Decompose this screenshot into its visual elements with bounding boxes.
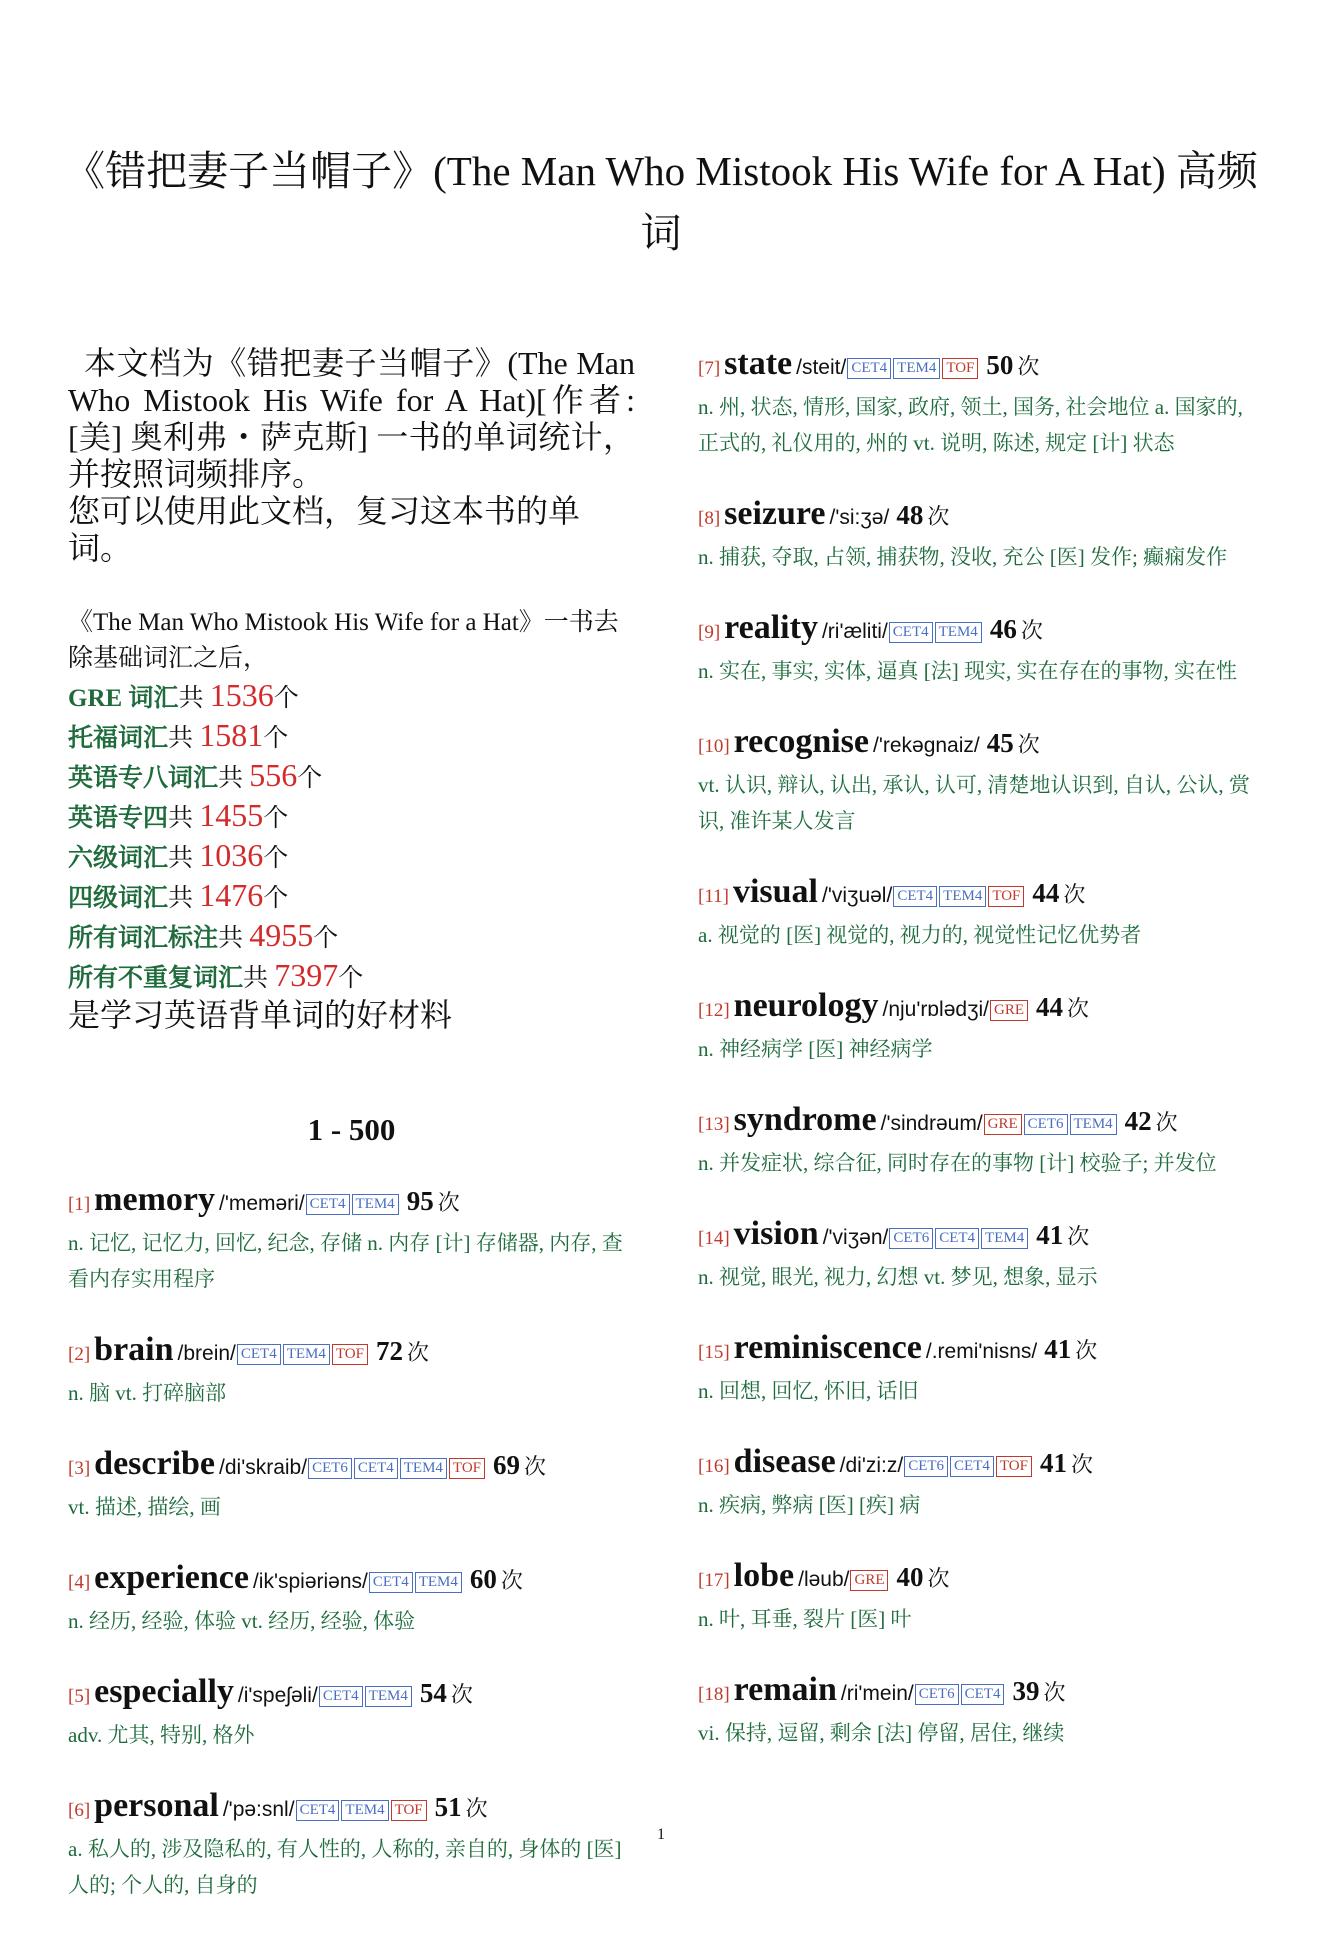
word-entry — [68, 1181, 635, 1297]
exam-tag: CET6 — [915, 1684, 959, 1705]
stat-count: 1536 — [209, 677, 274, 713]
exam-tag: CET4 — [935, 1228, 979, 1249]
entry-rank: [11] — [698, 886, 729, 907]
word-entry — [68, 1331, 635, 1411]
times-label: 次 — [1067, 1224, 1090, 1249]
word-entry — [68, 1559, 635, 1639]
entry-rank: [2] — [68, 1344, 91, 1365]
exam-tag: GRE — [850, 1570, 888, 1591]
exam-tag: TEM4 — [415, 1572, 462, 1593]
entry-header — [698, 1329, 1268, 1373]
entry-definition: vi. 保持, 逗留, 剩余 [法] 停留, 居住, 继续 — [698, 1721, 1065, 1745]
exam-tag: TEM4 — [352, 1194, 399, 1215]
entry-frequency: 44 — [1036, 992, 1064, 1022]
stat-connector: 共 — [168, 725, 200, 752]
entry-frequency: 41 — [1044, 1334, 1072, 1364]
entry-word: vision — [733, 1215, 819, 1252]
times-label: 次 — [1063, 882, 1086, 907]
entry-definition: n. 实在, 事实, 实体, 逼真 [法] 现实, 实在存在的事物, 实在性 — [698, 659, 1237, 683]
exam-tag: CET4 — [950, 1456, 994, 1477]
entry-frequency: 69 — [493, 1450, 520, 1480]
times-label: 次 — [1017, 354, 1040, 379]
exam-tag: GRE — [990, 1000, 1028, 1021]
exam-tag: TEM4 — [939, 886, 986, 907]
stat-unit: 个 — [297, 765, 323, 792]
word-entry — [698, 1101, 1268, 1181]
entry-definition: n. 脑 vt. 打碎脑部 — [68, 1381, 227, 1405]
entry-definition: n. 捕获, 夺取, 占领, 捕获物, 没收, 充公 [医] 发作; 癫痫发作 — [698, 545, 1228, 569]
exam-tag: TEM4 — [283, 1344, 330, 1365]
exam-tag: TOF — [942, 358, 978, 379]
stats-intro: 《The Man Who Mistook His Wife for a Hat》一书去除基础词汇之后， — [68, 609, 619, 672]
stat-connector: 共 — [168, 805, 200, 832]
entry-word: state — [724, 345, 793, 382]
stat-count: 7397 — [274, 957, 339, 993]
entry-word: disease — [733, 1443, 836, 1480]
entry-rank: [15] — [698, 1342, 730, 1363]
entry-header — [68, 1787, 635, 1831]
entry-phonetic: /'pə:snl/ — [222, 1798, 295, 1821]
entry-definition: n. 州, 状态, 情形, 国家, 政府, 领土, 国务, 社会地位 a. 国家的, 正式的, 礼仪用的, 州的 vt. 说明, 陈述, 规定 [计] 状态 — [698, 395, 1243, 455]
entry-word: experience — [94, 1559, 249, 1596]
times-label: 次 — [927, 1566, 950, 1591]
stat-unit: 个 — [263, 805, 289, 832]
entry-rank: [14] — [698, 1228, 730, 1249]
times-label: 次 — [406, 1340, 429, 1365]
stat-count: 4955 — [249, 917, 314, 953]
stat-label: 所有不重复词汇 — [68, 965, 244, 992]
exam-tag: TOF — [449, 1458, 485, 1479]
entry-rank: [1] — [68, 1194, 91, 1215]
stat-row — [68, 757, 635, 797]
entry-frequency: 50 — [986, 350, 1014, 380]
times-label: 次 — [1075, 1338, 1098, 1363]
exam-tag: GRE — [984, 1114, 1022, 1135]
times-label: 次 — [524, 1454, 547, 1479]
exam-tag: TEM4 — [935, 622, 982, 643]
exam-tag: CET4 — [296, 1800, 340, 1821]
times-label: 次 — [1155, 1110, 1178, 1135]
entry-header — [68, 1331, 635, 1375]
entry-header — [68, 1559, 635, 1603]
word-entry — [698, 1671, 1268, 1751]
stat-unit: 个 — [263, 885, 289, 912]
entry-phonetic: /nju'rɒlədʒi/ — [882, 998, 990, 1021]
stat-connector: 共 — [243, 965, 275, 992]
entry-frequency: 44 — [1032, 878, 1060, 908]
entry-header — [698, 873, 1268, 917]
entry-frequency: 48 — [896, 500, 924, 530]
entry-phonetic: /.remi'nisns/ — [925, 1340, 1038, 1363]
entry-rank: [4] — [68, 1572, 91, 1593]
entry-frequency: 40 — [896, 1562, 924, 1592]
entry-header — [68, 1181, 635, 1225]
entry-phonetic: /ri'æliti/ — [821, 620, 888, 643]
entry-frequency: 60 — [469, 1564, 497, 1594]
entry-rank: [6] — [68, 1800, 91, 1821]
left-column — [68, 345, 635, 1937]
times-label: 次 — [1067, 996, 1090, 1021]
page-number: 1 — [657, 1826, 665, 1843]
stat-connector: 共 — [168, 845, 200, 872]
word-entry — [698, 345, 1268, 461]
entry-phonetic: /'rekəgnaiz/ — [873, 734, 980, 757]
entry-frequency: 51 — [434, 1792, 462, 1822]
entry-rank: [10] — [698, 736, 730, 757]
entry-header — [698, 723, 1268, 767]
stat-count: 556 — [249, 757, 298, 793]
entry-definition: vt. 认识, 辩认, 认出, 承认, 认可, 清楚地认识到, 自认, 公认, 赏识, 准许某人发言 — [698, 773, 1250, 833]
stat-connector: 共 — [218, 925, 250, 952]
times-label: 次 — [1043, 1680, 1066, 1705]
times-label: 次 — [450, 1682, 473, 1707]
entry-frequency: 46 — [989, 614, 1017, 644]
entry-word: syndrome — [733, 1101, 877, 1138]
entry-word: seizure — [724, 495, 826, 532]
exam-tag: TOF — [996, 1456, 1032, 1477]
exam-tag: CET4 — [319, 1686, 363, 1707]
times-label: 次 — [500, 1568, 523, 1593]
word-list-right — [698, 345, 1268, 1751]
stat-row — [68, 797, 635, 837]
word-entry — [698, 873, 1268, 953]
entry-word: lobe — [733, 1557, 795, 1594]
entry-word: reminiscence — [733, 1329, 922, 1366]
entry-header — [698, 495, 1268, 539]
right-column — [698, 345, 1268, 1785]
intro-paragraph: 本文档为《错把妻子当帽子》(The Man Who Mistook His Wife for A Hat)[作者: [美] 奥利弗・萨克斯] 一书的单词统计，并按照词频排序。 — [68, 345, 635, 492]
stat-row — [68, 837, 635, 877]
entry-header — [698, 1443, 1268, 1487]
entry-phonetic: /'si:ʒə/ — [829, 506, 890, 529]
exam-tag: CET4 — [354, 1458, 398, 1479]
stat-row — [68, 717, 635, 757]
word-entry — [698, 609, 1268, 689]
entry-definition: n. 疾病, 弊病 [医] [疾] 病 — [698, 1493, 921, 1517]
entry-header — [68, 1673, 635, 1717]
exam-tag: CET4 — [847, 358, 891, 379]
entry-header — [698, 1671, 1268, 1715]
entry-rank: [18] — [698, 1684, 730, 1705]
entry-phonetic: /steit/ — [796, 356, 847, 379]
entry-header — [698, 609, 1268, 653]
entry-phonetic: /'sindrəum/ — [880, 1112, 983, 1135]
word-entry — [698, 723, 1268, 839]
exam-tag: TOF — [391, 1800, 427, 1821]
word-entry — [698, 1443, 1268, 1523]
stat-count: 1455 — [199, 797, 264, 833]
entry-frequency: 95 — [406, 1186, 434, 1216]
section-heading: 1 - 500 — [307, 1112, 396, 1147]
times-label: 次 — [465, 1796, 488, 1821]
stat-count: 1581 — [199, 717, 264, 753]
entry-definition: a. 私人的, 涉及隐私的, 有人性的, 人称的, 亲自的, 身体的 [医] 人的; 个人的, 自身的 — [68, 1837, 622, 1897]
entry-rank: [16] — [698, 1456, 730, 1477]
entry-word: personal — [94, 1787, 219, 1824]
entry-rank: [8] — [698, 508, 721, 529]
entry-phonetic: /di'skraib/ — [219, 1456, 308, 1479]
exam-tag: CET4 — [306, 1194, 350, 1215]
entry-header — [698, 1101, 1268, 1145]
entry-phonetic: /'viʒən/ — [822, 1226, 889, 1249]
times-label: 次 — [1017, 732, 1040, 757]
exam-tag: CET4 — [889, 622, 933, 643]
entry-header — [698, 1215, 1268, 1259]
exam-tag: CET4 — [237, 1344, 281, 1365]
exam-tag: TOF — [988, 886, 1024, 907]
stat-row — [68, 917, 635, 957]
entry-definition: n. 神经病学 [医] 神经病学 — [698, 1037, 933, 1061]
exam-tag: TEM4 — [893, 358, 940, 379]
entry-frequency: 45 — [986, 728, 1014, 758]
word-entry — [698, 987, 1268, 1067]
stat-row — [68, 677, 635, 717]
entry-word: recognise — [733, 723, 869, 760]
entry-rank: [7] — [698, 358, 721, 379]
word-entry — [698, 1215, 1268, 1295]
entry-phonetic: /di'zi:z/ — [839, 1454, 904, 1477]
stat-connector: 共 — [168, 885, 200, 912]
entry-phonetic: /ləub/ — [798, 1568, 850, 1591]
entry-definition: n. 经历, 经验, 体验 vt. 经历, 经验, 体验 — [68, 1609, 416, 1633]
stat-label: 四级词汇 — [68, 885, 169, 912]
entry-frequency: 41 — [1036, 1220, 1064, 1250]
exam-tag: TEM4 — [341, 1800, 388, 1821]
exam-tag: CET4 — [961, 1684, 1005, 1705]
word-entry — [698, 495, 1268, 575]
exam-tag: CET6 — [1024, 1114, 1068, 1135]
entry-rank: [12] — [698, 1000, 730, 1021]
entry-word: visual — [732, 873, 818, 910]
stat-label: 所有词汇标注 — [68, 925, 219, 952]
exam-tag: CET4 — [893, 886, 937, 907]
exam-tag: CET6 — [889, 1228, 933, 1249]
stat-label: 六级词汇 — [68, 845, 169, 872]
entry-header — [68, 1445, 635, 1489]
entry-frequency: 39 — [1012, 1676, 1040, 1706]
entry-definition: a. 视觉的 [医] 视觉的, 视力的, 视觉性记忆优势者 — [698, 923, 1142, 947]
stat-row — [68, 877, 635, 917]
stat-label: 英语专四 — [68, 805, 169, 832]
document-title: 《错把妻子当帽子》(The Man Who Mistook His Wife for A Hat) 高频词 — [64, 148, 1258, 256]
stat-unit: 个 — [263, 845, 289, 872]
stat-label: 托福词汇 — [68, 725, 169, 752]
entry-header — [698, 987, 1268, 1031]
entry-phonetic: /'viʒuəl/ — [822, 884, 893, 907]
entry-word: reality — [724, 609, 818, 646]
stat-connector: 共 — [178, 685, 210, 712]
stat-label: 英语专八词汇 — [68, 765, 219, 792]
times-label: 次 — [1020, 618, 1043, 643]
entry-phonetic: /ri'mein/ — [840, 1682, 914, 1705]
stat-label: GRE 词汇 — [68, 685, 179, 712]
stat-count: 1036 — [199, 837, 264, 873]
entry-definition: n. 记忆, 记忆力, 回忆, 纪念, 存储 n. 内存 [计] 存储器, 内存, 查看内存实用程序 — [68, 1231, 623, 1291]
entry-word: especially — [94, 1673, 234, 1710]
entry-frequency: 72 — [375, 1336, 403, 1366]
entry-definition: n. 视觉, 眼光, 视力, 幻想 vt. 梦见, 想象, 显示 — [698, 1265, 1098, 1289]
entry-definition: n. 回想, 回忆, 怀旧, 话旧 — [698, 1379, 919, 1403]
stat-connector: 共 — [218, 765, 250, 792]
entry-phonetic: /ik'spiəriəns/ — [252, 1570, 368, 1593]
word-list-left — [68, 1181, 635, 1903]
word-entry — [68, 1673, 635, 1753]
exam-tag: TEM4 — [365, 1686, 412, 1707]
entry-header — [698, 345, 1268, 389]
entry-definition: n. 叶, 耳垂, 裂片 [医] 叶 — [698, 1607, 912, 1631]
stats-conclusion: 是学习英语背单词的好材料 — [68, 997, 453, 1033]
entry-definition: n. 并发症状, 综合征, 同时存在的事物 [计] 校验子; 并发位 — [698, 1151, 1217, 1175]
entry-word: describe — [94, 1445, 216, 1482]
exam-tag: TEM4 — [981, 1228, 1028, 1249]
entry-rank: [3] — [68, 1458, 91, 1479]
word-entry — [698, 1329, 1268, 1409]
word-entry — [68, 1787, 635, 1903]
word-entry — [68, 1445, 635, 1525]
stat-row — [68, 957, 635, 997]
exam-tag: TEM4 — [1070, 1114, 1117, 1135]
exam-tag: TOF — [332, 1344, 368, 1365]
entry-rank: [17] — [698, 1570, 730, 1591]
entry-word: memory — [94, 1181, 215, 1218]
entry-phonetic: /brein/ — [177, 1342, 236, 1365]
entry-frequency: 41 — [1039, 1448, 1067, 1478]
entry-phonetic: /i'speʃəli/ — [237, 1684, 318, 1707]
times-label: 次 — [927, 504, 950, 529]
entry-definition: vt. 描述, 描绘, 画 — [68, 1495, 221, 1519]
vocab-stats — [68, 605, 635, 1034]
exam-tag: CET6 — [308, 1458, 352, 1479]
entry-rank: [5] — [68, 1686, 91, 1707]
word-entry — [698, 1557, 1268, 1637]
times-label: 次 — [437, 1190, 460, 1215]
stat-unit: 个 — [273, 685, 299, 712]
entry-definition: adv. 尤其, 特别, 格外 — [68, 1723, 255, 1747]
times-label: 次 — [1070, 1452, 1093, 1477]
exam-tag: CET6 — [904, 1456, 948, 1477]
entry-frequency: 42 — [1124, 1106, 1152, 1136]
entry-word: remain — [733, 1671, 837, 1708]
entry-word: neurology — [733, 987, 879, 1024]
entry-phonetic: /'meməri/ — [218, 1192, 305, 1215]
stat-unit: 个 — [263, 725, 289, 752]
entry-rank: [13] — [698, 1114, 730, 1135]
entry-header — [698, 1557, 1268, 1601]
entry-frequency: 54 — [419, 1678, 447, 1708]
entry-rank: [9] — [698, 622, 721, 643]
stat-unit: 个 — [338, 965, 364, 992]
exam-tag: CET4 — [369, 1572, 413, 1593]
stat-unit: 个 — [313, 925, 339, 952]
entry-word: brain — [94, 1331, 174, 1368]
stat-count: 1476 — [199, 877, 264, 913]
intro-paragraph-2: 您可以使用此文档，复习这本书的单词。 — [68, 493, 581, 566]
exam-tag: TEM4 — [400, 1458, 447, 1479]
